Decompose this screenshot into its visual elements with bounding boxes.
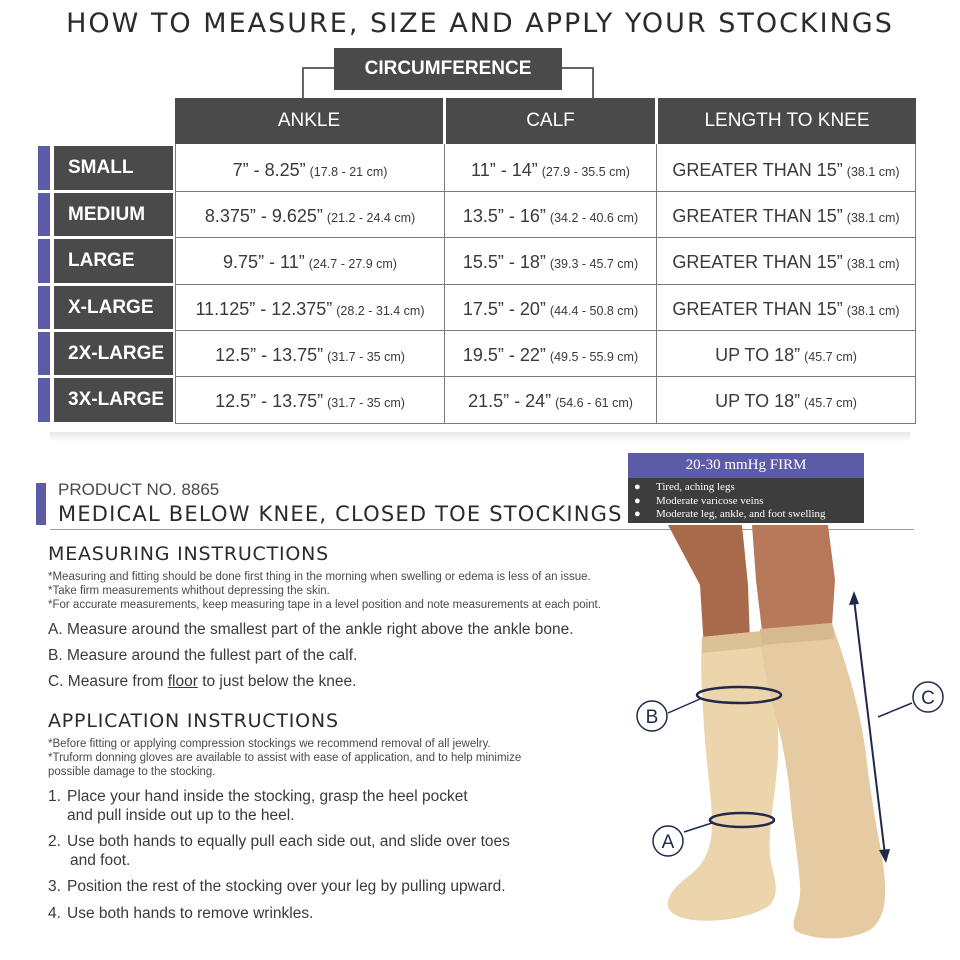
product-number: PRODUCT NO. 8865 bbox=[58, 480, 220, 499]
length-cm: (45.7 cm) bbox=[804, 396, 857, 410]
ankle-cm: (17.8 - 21 cm) bbox=[309, 165, 388, 179]
calf-cell bbox=[445, 146, 656, 190]
ankle-inches: 7” - 8.25” bbox=[232, 160, 306, 180]
size-accent-bar bbox=[38, 378, 50, 422]
size-label: X-LARGE bbox=[54, 286, 173, 329]
size-label: 3X-LARGE bbox=[54, 378, 173, 422]
application-note: *Before fitting or applying compression stockings we recommend removal of all jewelry. bbox=[48, 738, 491, 750]
calf-inches: 13.5” - 16” bbox=[462, 206, 546, 226]
label-c-leader bbox=[878, 703, 912, 717]
product-accent-bar bbox=[36, 483, 46, 525]
label-b: B bbox=[645, 707, 659, 728]
indication-item bbox=[634, 481, 864, 495]
size-accent-bar bbox=[38, 193, 50, 236]
bullet-icon: ● bbox=[634, 481, 641, 493]
bullet-icon: ● bbox=[634, 494, 641, 507]
right-thigh-skin bbox=[752, 525, 835, 631]
ankle-cm: (21.2 - 24.4 cm) bbox=[326, 211, 416, 225]
step-text: Place your hand inside the stocking, grasp the heel pocket bbox=[67, 788, 468, 805]
ankle-inches: 8.375” - 9.625” bbox=[204, 206, 323, 226]
application-note: *Truform donning gloves are available to assist with ease of application, and to help minimize bbox=[48, 752, 522, 764]
length-cm: (38.1 cm) bbox=[846, 257, 900, 271]
length-cell bbox=[657, 146, 915, 190]
size-accent-bar bbox=[38, 286, 50, 329]
calf-inches: 15.5” - 18” bbox=[462, 252, 546, 272]
ankle-cm: (24.7 - 27.9 cm) bbox=[308, 257, 397, 271]
calf-cm: (34.2 - 40.6 cm) bbox=[549, 211, 639, 225]
circumference-header: CIRCUMFERENCE bbox=[334, 48, 562, 90]
length-inches: GREATER THAN 15” bbox=[672, 160, 843, 180]
calf-cm: (49.5 - 55.9 cm) bbox=[549, 350, 639, 364]
size-accent-bar bbox=[38, 239, 50, 283]
calf-cm: (27.9 - 35.5 cm) bbox=[541, 165, 630, 179]
step-text-continued: and foot. bbox=[70, 852, 131, 869]
size-label: MEDIUM bbox=[54, 193, 173, 236]
compression-level-badge: 20-30 mmHg FIRM bbox=[628, 453, 864, 478]
length-cell bbox=[657, 285, 915, 330]
calf-cell bbox=[445, 331, 656, 376]
size-label: 2X-LARGE bbox=[54, 332, 173, 375]
product-title: MEDICAL BELOW KNEE, CLOSED TOE STOCKINGS bbox=[58, 502, 623, 526]
step-text: Position the rest of the stocking over your leg by pulling upward. bbox=[67, 878, 506, 895]
calf-cell bbox=[445, 192, 656, 237]
bullet-icon: ● bbox=[634, 508, 641, 520]
length-inches: GREATER THAN 15” bbox=[672, 252, 843, 272]
calf-inches: 21.5” - 24” bbox=[468, 391, 552, 411]
ankle-cell bbox=[176, 377, 444, 423]
step-number: 1. bbox=[48, 788, 61, 805]
column-header-ankle: ANKLE bbox=[175, 98, 443, 144]
ankle-cell bbox=[176, 331, 444, 376]
measuring-note: *For accurate measurements, keep measuring tape in a level position and note measurements at each point. bbox=[48, 599, 601, 611]
label-b-leader bbox=[668, 699, 700, 713]
left-thigh-skin bbox=[668, 525, 750, 649]
indication-text: Tired, aching legs bbox=[656, 481, 735, 493]
bracket-right-vertical bbox=[592, 67, 594, 98]
measure-step-a: A. Measure around the smallest part of the ankle right above the ankle bone. bbox=[48, 621, 574, 638]
step-c-prefix: C. Measure from bbox=[48, 673, 168, 690]
calf-cell bbox=[445, 377, 656, 423]
step-text: Use both hands to remove wrinkles. bbox=[67, 905, 314, 922]
floor-link[interactable]: floor bbox=[167, 673, 198, 690]
calf-inches: 11” - 14” bbox=[471, 160, 538, 180]
length-cm: (45.7 cm) bbox=[804, 350, 857, 364]
length-cell bbox=[657, 331, 915, 376]
application-note: possible damage to the stocking. bbox=[48, 766, 216, 778]
length-cm: (38.1 cm) bbox=[846, 165, 900, 179]
column-header-length: LENGTH TO KNEE bbox=[658, 98, 916, 144]
column-header-calf: CALF bbox=[446, 98, 655, 144]
measuring-note: *Take firm measurements whithout depressing the skin. bbox=[48, 585, 330, 597]
ankle-inches: 12.5” - 13.75” bbox=[215, 391, 324, 411]
step-c-suffix: to just below the knee. bbox=[197, 673, 357, 690]
calf-inches: 17.5” - 20” bbox=[462, 299, 546, 319]
size-label: SMALL bbox=[54, 146, 173, 190]
grid-line-horizontal bbox=[175, 423, 916, 424]
ankle-inches: 11.125” - 12.375” bbox=[195, 299, 333, 319]
indication-item bbox=[634, 495, 864, 509]
ankle-inches: 9.75” - 11” bbox=[223, 252, 305, 272]
ankle-inches: 12.5” - 13.75” bbox=[215, 345, 324, 365]
indication-item bbox=[634, 508, 864, 522]
ankle-cm: (31.7 - 35 cm) bbox=[327, 350, 405, 364]
size-accent-bar bbox=[38, 146, 50, 190]
ankle-cell bbox=[176, 146, 444, 190]
indications-list bbox=[628, 478, 864, 523]
application-step bbox=[48, 833, 510, 869]
step-number: 2. bbox=[48, 833, 61, 850]
measuring-heading: MEASURING INSTRUCTIONS bbox=[48, 543, 330, 565]
indication-text: Moderate leg, ankle, and foot swelling bbox=[656, 508, 826, 520]
label-a-leader bbox=[684, 823, 712, 832]
size-accent-bar bbox=[38, 332, 50, 375]
calf-cell bbox=[445, 285, 656, 330]
ankle-cm: (28.2 - 31.4 cm) bbox=[336, 304, 425, 318]
length-cm: (38.1 cm) bbox=[846, 211, 900, 225]
right-stocking bbox=[760, 623, 885, 938]
measuring-note: *Measuring and fitting should be done first thing in the morning when swelling or edema is less of an issue. bbox=[48, 571, 591, 583]
calf-cm: (44.4 - 50.8 cm) bbox=[549, 304, 639, 318]
step-number: 4. bbox=[48, 905, 61, 922]
application-step bbox=[48, 788, 468, 824]
length-inches: GREATER THAN 15” bbox=[672, 299, 843, 319]
application-step bbox=[48, 905, 314, 923]
measure-step-b: B. Measure around the fullest part of the calf. bbox=[48, 647, 358, 664]
step-number: 3. bbox=[48, 878, 61, 895]
application-step bbox=[48, 878, 506, 896]
left-stocking bbox=[668, 631, 779, 921]
arrow-up-icon bbox=[849, 591, 859, 605]
length-cell bbox=[657, 377, 915, 423]
section-divider bbox=[50, 432, 910, 442]
calf-cm: (54.6 - 61 cm) bbox=[555, 396, 633, 410]
ankle-cell bbox=[176, 192, 444, 237]
size-label: LARGE bbox=[54, 239, 173, 283]
length-inches: UP TO 18” bbox=[715, 391, 801, 411]
label-a: A bbox=[661, 832, 675, 853]
length-cell bbox=[657, 238, 915, 284]
length-inches: GREATER THAN 15” bbox=[672, 206, 843, 226]
bracket-left-horizontal bbox=[302, 67, 334, 69]
ankle-cm: (31.7 - 35 cm) bbox=[327, 396, 405, 410]
stocking-leg-diagram bbox=[620, 525, 950, 950]
step-text: Use both hands to equally pull each side out, and slide over toes bbox=[67, 833, 510, 850]
label-c: C bbox=[921, 688, 935, 709]
measure-step-c bbox=[48, 673, 356, 691]
calf-inches: 19.5” - 22” bbox=[462, 345, 546, 365]
ankle-cell bbox=[176, 285, 444, 330]
length-cm: (38.1 cm) bbox=[846, 304, 900, 318]
length-inches: UP TO 18” bbox=[715, 345, 801, 365]
ankle-cell bbox=[176, 238, 444, 284]
calf-cell bbox=[445, 238, 656, 284]
bracket-left-vertical bbox=[302, 67, 304, 98]
calf-cm: (39.3 - 45.7 cm) bbox=[549, 257, 639, 271]
bracket-right-horizontal bbox=[562, 67, 594, 69]
page-headline: HOW TO MEASURE, SIZE AND APPLY YOUR STOCKINGS bbox=[66, 8, 894, 39]
length-cell bbox=[657, 192, 915, 237]
step-text-continued: and pull inside out up to the heel. bbox=[67, 807, 295, 824]
application-heading: APPLICATION INSTRUCTIONS bbox=[48, 710, 339, 732]
indication-text: Moderate varicose veins bbox=[656, 494, 764, 507]
